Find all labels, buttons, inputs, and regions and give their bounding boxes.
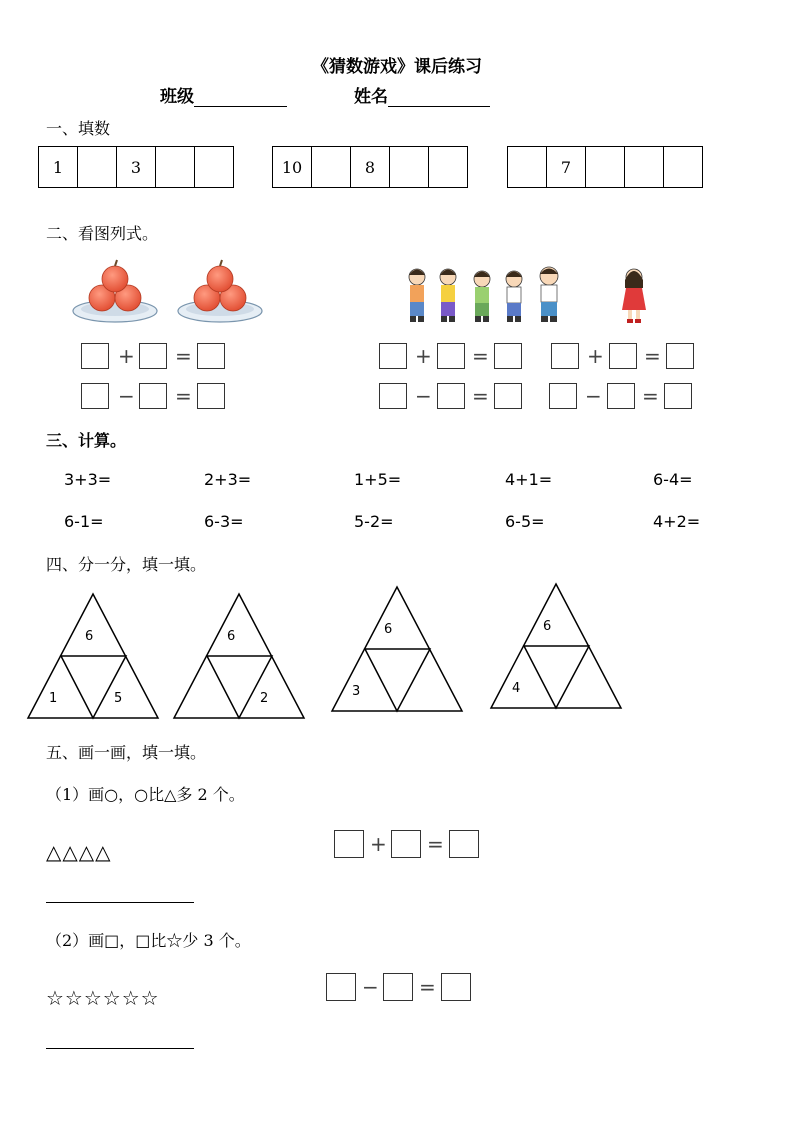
triangle-1-inner [61, 656, 126, 718]
calc-item: 4+2= [653, 512, 701, 531]
name-field [354, 82, 490, 107]
seq-cell[interactable] [195, 147, 234, 188]
seq-cell[interactable] [586, 147, 625, 188]
answer-box[interactable] [607, 383, 635, 409]
equals-sign: = [472, 384, 489, 408]
number-sequence-3 [507, 146, 703, 188]
equals-sign: = [644, 344, 661, 368]
number-sequence-1 [38, 146, 234, 188]
boy-3 [474, 271, 490, 322]
drawing-answer-line-1[interactable] [46, 902, 194, 903]
triangle-2-top: 6 [227, 629, 236, 644]
boy-5 [540, 267, 558, 322]
seq-cell[interactable] [312, 147, 351, 188]
number-split-triangles [0, 580, 794, 725]
calc-item: 3+3= [64, 470, 112, 489]
answer-box[interactable] [449, 830, 479, 858]
triangle-4-inner [524, 646, 589, 708]
answer-box[interactable] [609, 343, 637, 369]
boy-2 [440, 269, 456, 322]
seq-cell[interactable]: 10 [273, 147, 312, 188]
answer-box[interactable] [81, 383, 109, 409]
section-2-heading: 二、看图列式。 [46, 224, 159, 243]
equals-sign: = [175, 344, 192, 368]
seq-cell[interactable] [156, 147, 195, 188]
section-5-heading: 五、画一画，填一填。 [46, 743, 207, 762]
answer-box[interactable] [494, 383, 522, 409]
calc-item: 6-4= [653, 470, 693, 489]
question-2-text: （2）画□，□比☆少 3 个。 [46, 931, 251, 950]
triangle-1-right: 5 [114, 691, 123, 706]
apple-plate-1 [73, 260, 157, 322]
minus-sign: − [585, 384, 602, 408]
answer-box[interactable] [549, 383, 577, 409]
drawing-answer-line-2[interactable] [46, 1048, 194, 1049]
answer-box[interactable] [391, 830, 421, 858]
calc-item: 6-1= [64, 512, 104, 531]
triangle-shapes-row: △△△△ [46, 840, 112, 864]
name-input-line[interactable] [388, 88, 490, 107]
plus-sign: + [415, 344, 432, 368]
calc-item: 1+5= [354, 470, 402, 489]
section-1-heading: 一、填数 [46, 119, 111, 138]
seq-cell[interactable] [508, 147, 547, 188]
triangle-1-left: 1 [49, 691, 58, 706]
answer-box[interactable] [197, 343, 225, 369]
answer-box[interactable] [81, 343, 109, 369]
answer-box[interactable] [139, 343, 167, 369]
number-sequence-2 [272, 146, 468, 188]
boy-1 [409, 269, 425, 322]
triangle-3-inner [365, 649, 430, 711]
equals-sign: = [642, 384, 659, 408]
equals-sign: = [419, 975, 436, 999]
triangle-2-right: 2 [260, 691, 269, 706]
seq-cell[interactable]: 1 [39, 147, 78, 188]
seq-cell[interactable]: 8 [351, 147, 390, 188]
answer-box[interactable] [197, 383, 225, 409]
answer-box[interactable] [551, 343, 579, 369]
equals-sign: = [175, 384, 192, 408]
answer-box[interactable] [494, 343, 522, 369]
triangle-3-left: 3 [352, 684, 361, 699]
plus-sign: + [587, 344, 604, 368]
seq-cell[interactable] [429, 147, 468, 188]
answer-box[interactable] [139, 383, 167, 409]
answer-box[interactable] [326, 973, 356, 1001]
triangle-2-inner [207, 656, 272, 718]
answer-box[interactable] [664, 383, 692, 409]
answer-box[interactable] [379, 343, 407, 369]
plus-sign: + [118, 344, 135, 368]
triangle-3-top: 6 [384, 622, 393, 637]
seq-cell[interactable] [390, 147, 429, 188]
page-title: 《猜数游戏》课后练习 [312, 57, 482, 77]
calc-item: 6-5= [505, 512, 545, 531]
class-field [160, 82, 287, 107]
girl [622, 269, 646, 323]
class-label: 班级 [160, 87, 194, 107]
minus-sign: − [118, 384, 135, 408]
triangle-4-left: 4 [512, 681, 521, 696]
equals-sign: = [427, 832, 444, 856]
answer-box[interactable] [441, 973, 471, 1001]
equals-sign: = [472, 344, 489, 368]
answer-box[interactable] [379, 383, 407, 409]
minus-sign: − [362, 975, 379, 999]
minus-sign: − [415, 384, 432, 408]
class-input-line[interactable] [194, 88, 287, 107]
answer-box[interactable] [666, 343, 694, 369]
triangle-1-top: 6 [85, 629, 94, 644]
answer-box[interactable] [437, 343, 465, 369]
answer-box[interactable] [437, 383, 465, 409]
triangle-4-top: 6 [543, 619, 552, 634]
question-1-text: （1）画○，○比△多 2 个。 [46, 785, 245, 804]
calc-item: 4+1= [505, 470, 553, 489]
calc-item: 5-2= [354, 512, 394, 531]
seq-cell[interactable]: 7 [547, 147, 586, 188]
answer-box[interactable] [334, 830, 364, 858]
section-3-heading: 三、计算。 [46, 431, 127, 450]
seq-cell[interactable] [664, 147, 703, 188]
name-label: 姓名 [354, 87, 388, 107]
seq-cell[interactable] [625, 147, 664, 188]
boy-4 [506, 271, 522, 322]
seq-cell[interactable] [78, 147, 117, 188]
section-4-heading: 四、分一分，填一填。 [46, 555, 207, 574]
children-illustration [400, 264, 650, 328]
calc-item: 6-3= [204, 512, 244, 531]
answer-box[interactable] [383, 973, 413, 1001]
star-shapes-row: ☆☆☆☆☆☆ [46, 986, 160, 1010]
apple-plates-illustration [70, 256, 265, 332]
seq-cell[interactable]: 3 [117, 147, 156, 188]
apple-plate-2 [178, 260, 262, 322]
calc-item: 2+3= [204, 470, 252, 489]
plus-sign: + [370, 832, 387, 856]
